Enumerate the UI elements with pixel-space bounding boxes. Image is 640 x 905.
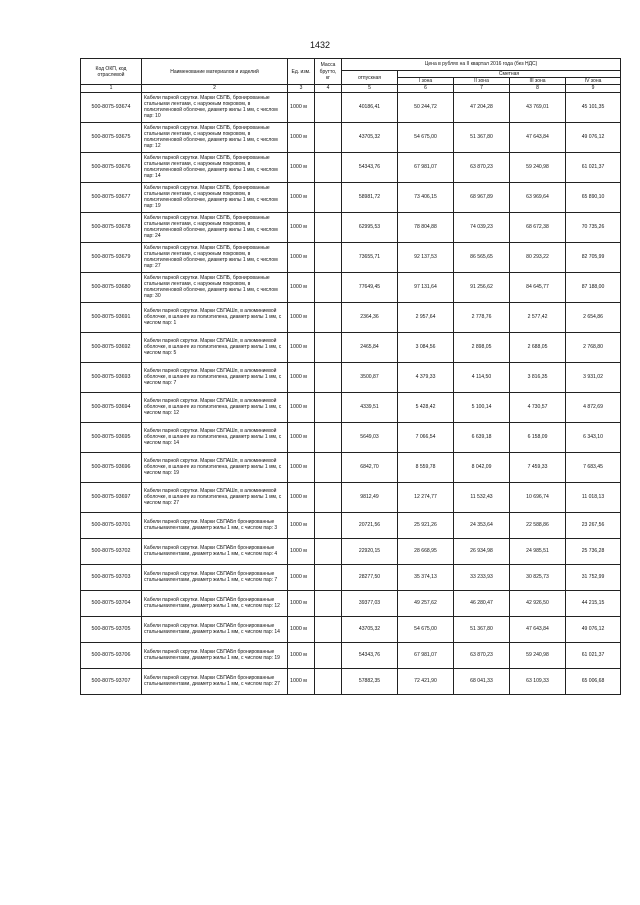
estimate-price-zone-4: 4 872,69 <box>566 392 621 422</box>
estimate-price-zone-4: 44 215,15 <box>566 590 621 616</box>
product-code: 500-8075-93701 <box>81 512 142 538</box>
unit-of-measure: 1000 м <box>288 642 315 668</box>
estimate-price-zone-1: 97 131,64 <box>398 272 454 302</box>
table-row <box>81 362 621 392</box>
product-name: Кабели парной скрутки. Марки СБПАБп бронированные стальнымилентами, диаметр жилы 1 мм, с числом пар: 3 <box>142 512 288 538</box>
estimate-price-zone-4: 65 006,68 <box>566 668 621 694</box>
table-row <box>81 642 621 668</box>
release-price: 43705,32 <box>342 616 398 642</box>
unit-of-measure: 1000 м <box>288 92 315 122</box>
gross-mass <box>315 182 342 212</box>
release-price: 57882,35 <box>342 668 398 694</box>
release-price: 20721,56 <box>342 512 398 538</box>
estimate-price-zone-2: 33 233,93 <box>454 564 510 590</box>
estimate-price-zone-4: 7 683,45 <box>566 452 621 482</box>
release-price: 28277,50 <box>342 564 398 590</box>
product-code: 500-8075-93705 <box>81 616 142 642</box>
table-row <box>81 538 621 564</box>
column-number: 9 <box>566 85 621 92</box>
unit-of-measure: 1000 м <box>288 538 315 564</box>
product-name: Кабели парной скрутки. Марки СБПАБп бронированные стальнымилентами, диаметр жилы 1 мм, с числом пар: 4 <box>142 538 288 564</box>
gross-mass <box>315 272 342 302</box>
estimate-price-zone-4: 11 018,13 <box>566 482 621 512</box>
unit-of-measure: 1000 м <box>288 482 315 512</box>
product-name: Кабели парной скрутки. Марки СБПАШп, в алюминиевой оболочке, в шланге из полиэтилена, диаметр жилы 1 мм, с числом пар: 1 <box>142 302 288 332</box>
product-name: Кабели парной скрутки. Марки СБПАБп бронированные стальнымилентами, диаметр жилы 1 мм, с числом пар: 27 <box>142 668 288 694</box>
gross-mass <box>315 212 342 242</box>
column-number: 4 <box>315 85 342 92</box>
estimate-price-zone-1: 73 406,15 <box>398 182 454 212</box>
estimate-price-zone-1: 3 084,56 <box>398 332 454 362</box>
estimate-price-zone-4: 23 267,56 <box>566 512 621 538</box>
gross-mass <box>315 482 342 512</box>
estimate-price-zone-3: 63 969,64 <box>510 182 566 212</box>
product-code: 500-8075-93695 <box>81 422 142 452</box>
estimate-price-zone-1: 5 428,42 <box>398 392 454 422</box>
gross-mass <box>315 564 342 590</box>
estimate-price-zone-3: 10 696,74 <box>510 482 566 512</box>
estimate-price-zone-4: 49 076,12 <box>566 616 621 642</box>
header-zone-3: III зона <box>510 78 566 85</box>
estimate-price-zone-4: 2 768,80 <box>566 332 621 362</box>
table-row <box>81 122 621 152</box>
estimate-price-zone-3: 2 688,05 <box>510 332 566 362</box>
product-name: Кабели парной скрутки. Марки СБПАБп бронированные стальнымилентами, диаметр жилы 1 мм, с числом пар: 7 <box>142 564 288 590</box>
estimate-price-zone-3: 42 926,50 <box>510 590 566 616</box>
estimate-price-zone-1: 67 981,07 <box>398 152 454 182</box>
table-row <box>81 182 621 212</box>
product-code: 500-8075-93704 <box>81 590 142 616</box>
table-row <box>81 212 621 242</box>
product-code: 500-8075-93692 <box>81 332 142 362</box>
product-code: 500-8075-93703 <box>81 564 142 590</box>
estimate-price-zone-3: 47 643,84 <box>510 616 566 642</box>
unit-of-measure: 1000 м <box>288 242 315 272</box>
table-row <box>81 668 621 694</box>
estimate-price-zone-2: 24 353,64 <box>454 512 510 538</box>
header-release: отпускная <box>342 71 398 85</box>
estimate-price-zone-3: 6 158,09 <box>510 422 566 452</box>
estimate-price-zone-1: 67 981,07 <box>398 642 454 668</box>
estimate-price-zone-3: 30 825,73 <box>510 564 566 590</box>
product-name: Кабели парной скрутки. Марки СБПБ, бронированные стальными лентами, с наружным покровом, в полиэтиленовой оболочке, диаметр жилы 1 мм, с числом пар: 14 <box>142 152 288 182</box>
release-price: 40186,41 <box>342 92 398 122</box>
table-row <box>81 392 621 422</box>
release-price: 39377,03 <box>342 590 398 616</box>
estimate-price-zone-3: 59 240,98 <box>510 152 566 182</box>
product-name: Кабели парной скрутки. Марки СБПАШп, в алюминиевой оболочке, в шланге из полиэтилена, диаметр жилы 1 мм, с числом пар: 19 <box>142 452 288 482</box>
product-code: 500-8075-93702 <box>81 538 142 564</box>
table-row <box>81 482 621 512</box>
unit-of-measure: 1000 м <box>288 122 315 152</box>
header-name: Наименование материалов и изделий <box>142 59 288 85</box>
unit-of-measure: 1000 м <box>288 152 315 182</box>
table-body <box>81 92 621 694</box>
unit-of-measure: 1000 м <box>288 302 315 332</box>
unit-of-measure: 1000 м <box>288 668 315 694</box>
product-name: Кабели парной скрутки. Марки СБПБ, бронированные стальными лентами, с наружным покровом, в полиэтиленовой оболочке, диаметр жилы 1 мм, с числом пар: 27 <box>142 242 288 272</box>
header-zone-2: II зона <box>454 78 510 85</box>
estimate-price-zone-1: 92 137,53 <box>398 242 454 272</box>
release-price: 2465,84 <box>342 332 398 362</box>
header-unit: Ед. изм. <box>288 59 315 85</box>
product-name: Кабели парной скрутки. Марки СБПБ, бронированные стальными лентами, с наружным покровом, в полиэтиленовой оболочке, диаметр жилы 1 мм, с числом пар: 12 <box>142 122 288 152</box>
price-table <box>80 58 621 695</box>
estimate-price-zone-1: 54 675,00 <box>398 616 454 642</box>
release-price: 22920,15 <box>342 538 398 564</box>
release-price: 3500,87 <box>342 362 398 392</box>
estimate-price-zone-1: 28 668,95 <box>398 538 454 564</box>
estimate-price-zone-1: 4 379,33 <box>398 362 454 392</box>
estimate-price-zone-4: 61 021,37 <box>566 152 621 182</box>
product-code: 500-8075-93697 <box>81 482 142 512</box>
estimate-price-zone-3: 68 672,38 <box>510 212 566 242</box>
table-row <box>81 422 621 452</box>
column-number: 5 <box>342 85 398 92</box>
table-row <box>81 272 621 302</box>
estimate-price-zone-4: 6 343,10 <box>566 422 621 452</box>
product-code: 500-8075-93693 <box>81 362 142 392</box>
estimate-price-zone-2: 91 256,62 <box>454 272 510 302</box>
gross-mass <box>315 512 342 538</box>
gross-mass <box>315 332 342 362</box>
estimate-price-zone-1: 50 244,72 <box>398 92 454 122</box>
estimate-price-zone-1: 25 921,26 <box>398 512 454 538</box>
estimate-price-zone-4: 70 735,26 <box>566 212 621 242</box>
estimate-price-zone-4: 87 188,00 <box>566 272 621 302</box>
estimate-price-zone-4: 25 736,28 <box>566 538 621 564</box>
release-price: 6842,70 <box>342 452 398 482</box>
estimate-price-zone-2: 51 367,80 <box>454 122 510 152</box>
table-row <box>81 616 621 642</box>
product-code: 500-8075-93678 <box>81 212 142 242</box>
release-price: 77649,45 <box>342 272 398 302</box>
estimate-price-zone-2: 46 280,47 <box>454 590 510 616</box>
unit-of-measure: 1000 м <box>288 616 315 642</box>
unit-of-measure: 1000 м <box>288 590 315 616</box>
estimate-price-zone-4: 31 752,99 <box>566 564 621 590</box>
column-number: 2 <box>142 85 288 92</box>
gross-mass <box>315 422 342 452</box>
product-name: Кабели парной скрутки. Марки СБПБ, бронированные стальными лентами, с наружным покровом, в полиэтиленовой оболочке, диаметр жилы 1 мм, с числом пар: 10 <box>142 92 288 122</box>
product-code: 500-8075-93706 <box>81 642 142 668</box>
gross-mass <box>315 152 342 182</box>
column-number: 8 <box>510 85 566 92</box>
estimate-price-zone-3: 80 293,22 <box>510 242 566 272</box>
product-code: 500-8075-93691 <box>81 302 142 332</box>
unit-of-measure: 1000 м <box>288 422 315 452</box>
unit-of-measure: 1000 м <box>288 362 315 392</box>
estimate-price-zone-4: 45 101,35 <box>566 92 621 122</box>
unit-of-measure: 1000 м <box>288 512 315 538</box>
page-number: 1432 <box>309 40 331 50</box>
product-name: Кабели парной скрутки. Марки СБПАБп бронированные стальнымилентами, диаметр жилы 1 мм, с числом пар: 19 <box>142 642 288 668</box>
estimate-price-zone-1: 12 274,77 <box>398 482 454 512</box>
estimate-price-zone-4: 49 076,12 <box>566 122 621 152</box>
product-name: Кабели парной скрутки. Марки СБПАШп, в алюминиевой оболочке, в шланге из полиэтилена, диаметр жилы 1 мм, с числом пар: 5 <box>142 332 288 362</box>
estimate-price-zone-2: 2 778,76 <box>454 302 510 332</box>
product-code: 500-8075-93694 <box>81 392 142 422</box>
gross-mass <box>315 642 342 668</box>
estimate-price-zone-3: 63 109,33 <box>510 668 566 694</box>
unit-of-measure: 1000 м <box>288 564 315 590</box>
estimate-price-zone-2: 8 042,09 <box>454 452 510 482</box>
unit-of-measure: 1000 м <box>288 212 315 242</box>
product-name: Кабели парной скрутки. Марки СБПБ, бронированные стальными лентами, с наружным покровом, в полиэтиленовой оболочке, диаметр жилы 1 мм, с числом пар: 24 <box>142 212 288 242</box>
product-name: Кабели парной скрутки. Марки СБПАШп, в алюминиевой оболочке, в шланге из полиэтилена, диаметр жилы 1 мм, с числом пар: 27 <box>142 482 288 512</box>
estimate-price-zone-3: 24 985,51 <box>510 538 566 564</box>
product-code: 500-8075-93674 <box>81 92 142 122</box>
release-price: 54343,76 <box>342 152 398 182</box>
estimate-price-zone-4: 2 654,86 <box>566 302 621 332</box>
column-number: 3 <box>288 85 315 92</box>
estimate-price-zone-1: 78 804,88 <box>398 212 454 242</box>
product-code: 500-8075-93707 <box>81 668 142 694</box>
product-name: Кабели парной скрутки. Марки СБПАБп бронированные стальнымилентами, диаметр жилы 1 мм, с числом пар: 12 <box>142 590 288 616</box>
product-name: Кабели парной скрутки. Марки СБПАБп бронированные стальнымилентами, диаметр жилы 1 мм, с числом пар: 14 <box>142 616 288 642</box>
product-code: 500-8075-93675 <box>81 122 142 152</box>
gross-mass <box>315 392 342 422</box>
estimate-price-zone-1: 7 066,54 <box>398 422 454 452</box>
unit-of-measure: 1000 м <box>288 332 315 362</box>
estimate-price-zone-4: 61 021,37 <box>566 642 621 668</box>
estimate-price-zone-1: 54 675,00 <box>398 122 454 152</box>
gross-mass <box>315 122 342 152</box>
estimate-price-zone-4: 3 931,02 <box>566 362 621 392</box>
estimate-price-zone-1: 2 957,64 <box>398 302 454 332</box>
product-name: Кабели парной скрутки. Марки СБПБ, бронированные стальными лентами, с наружным покровом, в полиэтиленовой оболочке, диаметр жилы 1 мм, с числом пар: 19 <box>142 182 288 212</box>
estimate-price-zone-1: 8 559,78 <box>398 452 454 482</box>
estimate-price-zone-2: 2 898,05 <box>454 332 510 362</box>
header-zone-4: IV зона <box>566 78 621 85</box>
estimate-price-zone-3: 7 459,33 <box>510 452 566 482</box>
gross-mass <box>315 92 342 122</box>
product-code: 500-8075-93680 <box>81 272 142 302</box>
release-price: 9812,49 <box>342 482 398 512</box>
product-code: 500-8075-93677 <box>81 182 142 212</box>
estimate-price-zone-2: 6 639,18 <box>454 422 510 452</box>
product-code: 500-8075-93696 <box>81 452 142 482</box>
table-row <box>81 92 621 122</box>
product-name: Кабели парной скрутки. Марки СБПАШп, в алюминиевой оболочке, в шланге из полиэтилена, диаметр жилы 1 мм, с числом пар: 12 <box>142 392 288 422</box>
table-row <box>81 152 621 182</box>
table-row <box>81 452 621 482</box>
estimate-price-zone-2: 68 041,33 <box>454 668 510 694</box>
gross-mass <box>315 242 342 272</box>
release-price: 4339,51 <box>342 392 398 422</box>
estimate-price-zone-2: 68 967,89 <box>454 182 510 212</box>
unit-of-measure: 1000 м <box>288 182 315 212</box>
gross-mass <box>315 452 342 482</box>
estimate-price-zone-2: 26 934,98 <box>454 538 510 564</box>
product-code: 500-8075-93679 <box>81 242 142 272</box>
product-name: Кабели парной скрутки. Марки СБПАШп, в алюминиевой оболочке, в шланге из полиэтилена, диаметр жилы 1 мм, с числом пар: 14 <box>142 422 288 452</box>
column-number: 1 <box>81 85 142 92</box>
estimate-price-zone-3: 2 577,42 <box>510 302 566 332</box>
gross-mass <box>315 538 342 564</box>
estimate-price-zone-2: 63 870,23 <box>454 152 510 182</box>
release-price: 2364,36 <box>342 302 398 332</box>
estimate-price-zone-3: 22 588,86 <box>510 512 566 538</box>
product-name: Кабели парной скрутки. Марки СБПБ, бронированные стальными лентами, с наружным покровом, в полиэтиленовой оболочке, диаметр жилы 1 мм, с числом пар: 30 <box>142 272 288 302</box>
estimate-price-zone-3: 4 730,57 <box>510 392 566 422</box>
estimate-price-zone-3: 47 643,84 <box>510 122 566 152</box>
estimate-price-zone-1: 49 257,62 <box>398 590 454 616</box>
header-estimate: Сметная <box>398 71 621 78</box>
unit-of-measure: 1000 м <box>288 452 315 482</box>
unit-of-measure: 1000 м <box>288 272 315 302</box>
estimate-price-zone-2: 74 039,23 <box>454 212 510 242</box>
table-row <box>81 242 621 272</box>
table-row <box>81 564 621 590</box>
product-code: 500-8075-93676 <box>81 152 142 182</box>
release-price: 62995,53 <box>342 212 398 242</box>
gross-mass <box>315 302 342 332</box>
estimate-price-zone-2: 11 532,43 <box>454 482 510 512</box>
estimate-price-zone-2: 51 367,80 <box>454 616 510 642</box>
header-mass: Масса брутто, кг <box>315 59 342 85</box>
estimate-price-zone-2: 4 114,50 <box>454 362 510 392</box>
table-row <box>81 590 621 616</box>
table-row <box>81 512 621 538</box>
release-price: 43705,32 <box>342 122 398 152</box>
product-name: Кабели парной скрутки. Марки СБПАШп, в алюминиевой оболочке, в шланге из полиэтилена, диаметр жилы 1 мм, с числом пар: 7 <box>142 362 288 392</box>
unit-of-measure: 1000 м <box>288 392 315 422</box>
estimate-price-zone-2: 63 870,23 <box>454 642 510 668</box>
gross-mass <box>315 590 342 616</box>
estimate-price-zone-2: 5 100,14 <box>454 392 510 422</box>
estimate-price-zone-3: 84 645,77 <box>510 272 566 302</box>
estimate-price-zone-4: 65 890,10 <box>566 182 621 212</box>
release-price: 54343,76 <box>342 642 398 668</box>
estimate-price-zone-2: 47 204,28 <box>454 92 510 122</box>
column-number: 6 <box>398 85 454 92</box>
estimate-price-zone-4: 82 705,99 <box>566 242 621 272</box>
column-number: 7 <box>454 85 510 92</box>
column-number-row <box>81 85 621 92</box>
gross-mass <box>315 668 342 694</box>
gross-mass <box>315 616 342 642</box>
table-row <box>81 302 621 332</box>
estimate-price-zone-3: 43 769,01 <box>510 92 566 122</box>
estimate-price-zone-1: 72 421,90 <box>398 668 454 694</box>
estimate-price-zone-3: 3 816,35 <box>510 362 566 392</box>
table-row <box>81 332 621 362</box>
header-price-title: Цена в рублях на II квартал 2016 года (без НДС) <box>342 59 621 71</box>
release-price: 58981,72 <box>342 182 398 212</box>
estimate-price-zone-1: 35 374,13 <box>398 564 454 590</box>
estimate-price-zone-2: 86 565,65 <box>454 242 510 272</box>
header-code: Код ОКП, код отраслевой <box>81 59 142 85</box>
gross-mass <box>315 362 342 392</box>
header-zone-1: I зона <box>398 78 454 85</box>
estimate-price-zone-3: 59 240,98 <box>510 642 566 668</box>
release-price: 73655,71 <box>342 242 398 272</box>
release-price: 5649,03 <box>342 422 398 452</box>
